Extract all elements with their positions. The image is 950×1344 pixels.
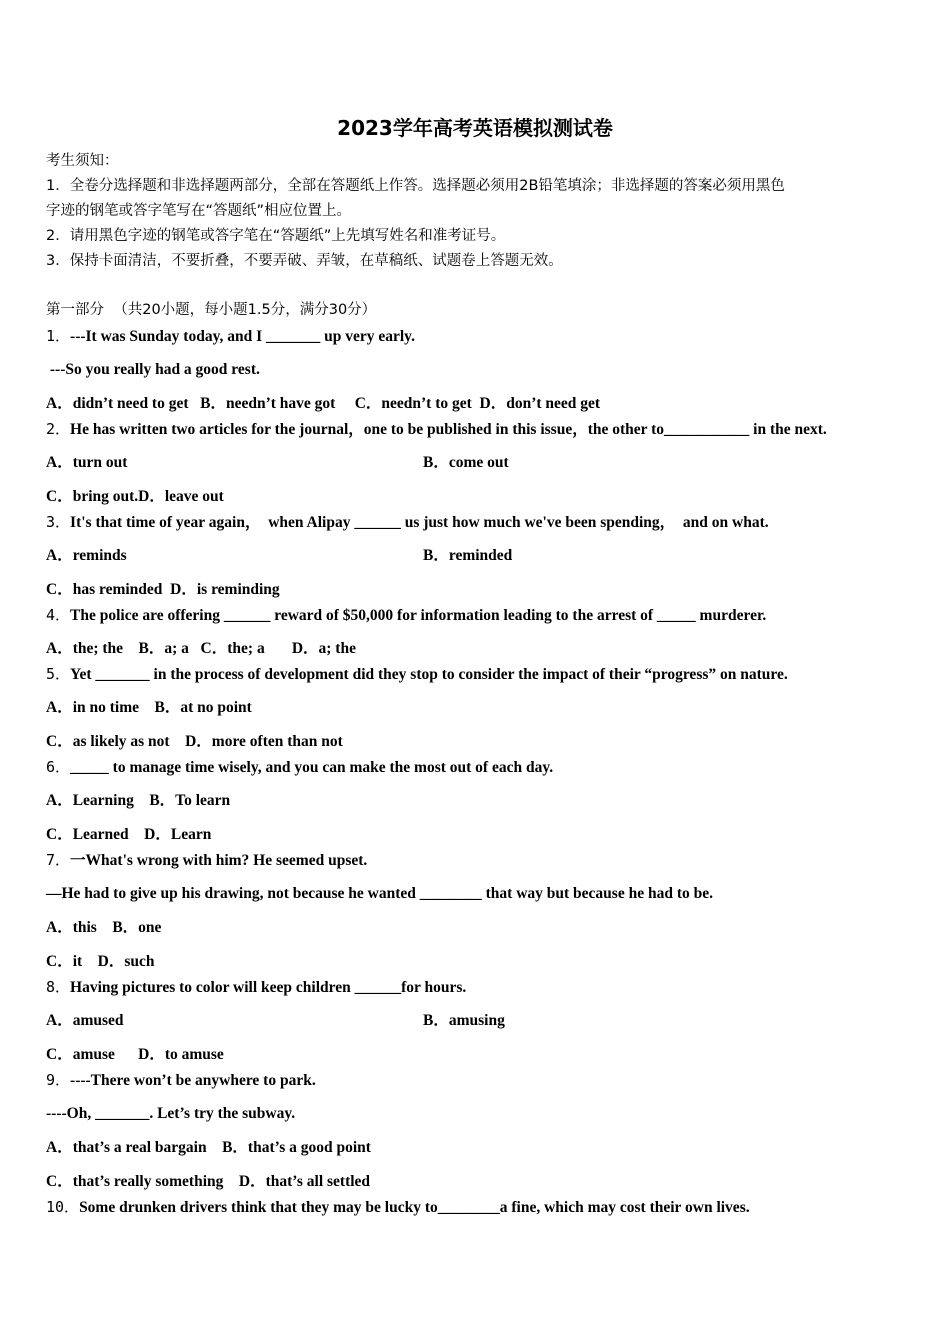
option-a: A．amused <box>46 1012 124 1029</box>
question-text: It's that time of year again， when Alipay ______ us just how much we've been spending， and on what. <box>70 514 769 531</box>
question-stem <box>46 513 769 532</box>
answer-options <box>46 1012 505 1030</box>
answer-options <box>46 454 509 472</box>
question-text: ----There won’t be anywhere to park. <box>70 1072 316 1089</box>
question-text: Yet _______ in the process of development did they stop to consider the impact of their “progress” on nature. <box>70 666 788 683</box>
question-stem <box>46 327 415 346</box>
option-b: B．reminded <box>423 547 513 564</box>
answer-options: C．it D．such <box>46 953 155 970</box>
notice-item-1a: 1．全卷分选择题和非选择题两部分，全部在答题纸上作答。选择题必须用2B铅笔填涂；非选择题的答案必须用黑色 <box>46 178 785 194</box>
notice-item-2: 2．请用黑色字迹的钢笔或答字笔在“答题纸”上先填写姓名和准考证号。 <box>46 228 506 244</box>
question-text: The police are offering ______ reward of $50,000 for information leading to the arrest of _____ murderer. <box>70 607 767 624</box>
question-stem <box>46 1198 750 1217</box>
section-heading: 第一部分 （共20小题，每小题1.5分，满分30分） <box>46 302 377 318</box>
answer-options: C．as likely as not D．more often than not <box>46 733 343 750</box>
question-number: 9． <box>46 1071 71 1089</box>
question-number: 10． <box>46 1198 80 1216</box>
option-a: A．turn out <box>46 454 128 471</box>
question-text: _____ to manage time wisely, and you can make the most out of each day. <box>70 759 554 776</box>
question-number: 3． <box>46 513 71 531</box>
answer-options: A．the; the B．a; a C．the; a D．a; the <box>46 640 356 657</box>
question-text: He has written two articles for the journal，one to be published in this issue，the other to___________ in the next. <box>70 421 827 438</box>
notice-item-1b: 字迹的钢笔或答字笔写在“答题纸”相应位置上。 <box>46 203 352 219</box>
answer-options: C．Learned D．Learn <box>46 826 212 843</box>
notice-heading: 考生须知： <box>46 153 119 169</box>
answer-options: A．Learning B．To learn <box>46 792 231 809</box>
question-number: 1． <box>46 327 71 345</box>
answer-options: A．this B．one <box>46 919 162 936</box>
page-title: 2023学年高考英语模拟测试卷 <box>337 116 613 140</box>
question-dialogue: —He had to give up his drawing, not because he wanted ________ that way but because he had to be. <box>46 885 713 902</box>
question-number: 5． <box>46 665 71 683</box>
question-stem <box>46 851 367 870</box>
question-stem <box>46 665 788 684</box>
question-stem <box>46 978 466 997</box>
question-number: 2． <box>46 420 71 438</box>
answer-options: C．has reminded D．is reminding <box>46 581 280 598</box>
question-stem <box>46 758 553 777</box>
answer-options: A．that’s a real bargain B．that’s a good point <box>46 1139 371 1156</box>
answer-options: C．bring out.D．leave out <box>46 488 224 505</box>
question-number: 4． <box>46 606 71 624</box>
question-dialogue: ---So you really had a good rest. <box>46 361 260 378</box>
question-stem <box>46 420 827 439</box>
answer-options: C．amuse D．to amuse <box>46 1046 224 1063</box>
question-text: ---It was Sunday today, and I _______ up very early. <box>70 328 415 345</box>
option-b: B．amusing <box>423 1012 505 1029</box>
question-text: 一What's wrong with him? He seemed upset. <box>70 852 368 869</box>
answer-options: C．that’s really something D．that’s all settled <box>46 1173 371 1190</box>
answer-options <box>46 547 513 565</box>
notice-item-3: 3．保持卡面清洁，不要折叠，不要弄破、弄皱，在草稿纸、试题卷上答题无效。 <box>46 253 563 269</box>
option-b: B．come out <box>423 454 509 471</box>
question-text: Some drunken drivers think that they may be lucky to________a fine, which may cost their own lives. <box>79 1199 750 1216</box>
question-stem <box>46 1071 316 1090</box>
question-dialogue: ----Oh, _______. Let’s try the subway. <box>46 1105 296 1122</box>
question-text: Having pictures to color will keep children ______for hours. <box>70 979 467 996</box>
option-a: A．reminds <box>46 547 127 564</box>
question-number: 6． <box>46 758 71 776</box>
answer-options: A．in no time B．at no point <box>46 699 252 716</box>
question-number: 8． <box>46 978 71 996</box>
question-number: 7． <box>46 851 71 869</box>
question-stem <box>46 606 766 625</box>
answer-options: A．didn’t need to get B．needn’t have got C．needn’t to get D．don’t need get <box>46 395 601 412</box>
